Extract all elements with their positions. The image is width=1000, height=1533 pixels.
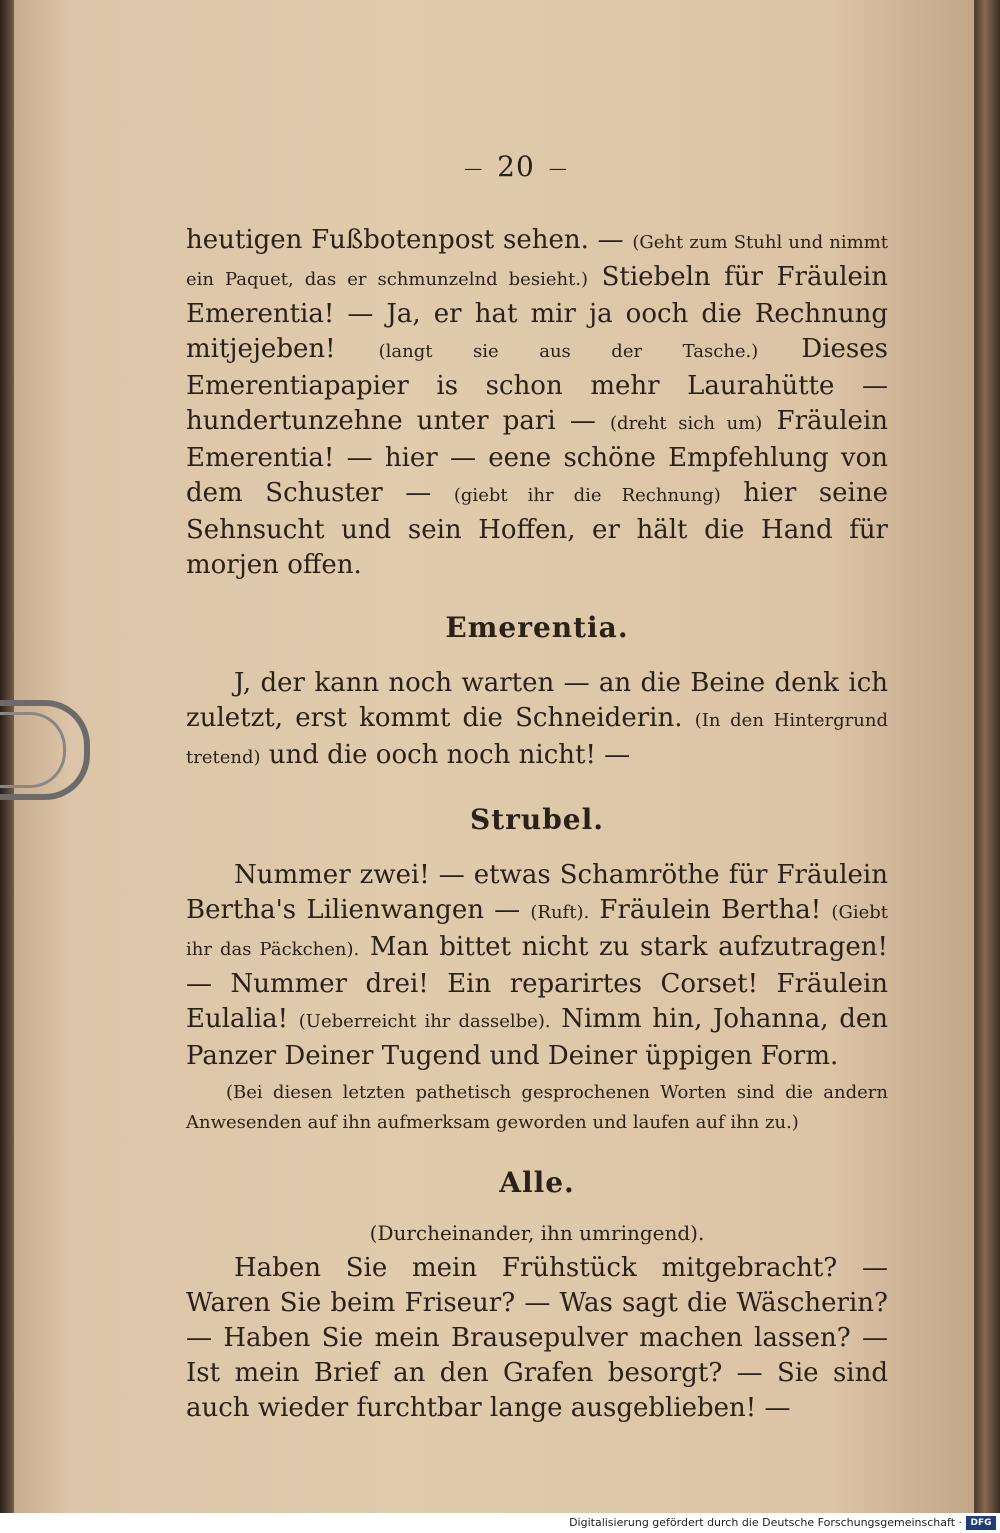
speaker-name: Alle. [499, 1166, 575, 1199]
stage-direction: (In den Hintergrund tretend) [186, 710, 888, 768]
stage-direction: (Giebt ihr das Päckchen). [186, 902, 888, 960]
stage-direction: (langt sie aus der Tasche.) [378, 341, 759, 362]
page-clip-inner [0, 712, 66, 788]
stage-direction: (Durcheinander, ihn umringend). [369, 1221, 705, 1245]
stage-direction: (dreht sich um) [610, 413, 763, 434]
stage-direction: (Geht zum Stuhl und nimmt ein Paquet, das er schmunzelnd besieht.) [186, 232, 888, 290]
stage-direction: (Ueberreicht ihr dasselbe). [298, 1011, 551, 1032]
paragraph-2 [186, 666, 888, 775]
text-span: heutigen Fußbotenpost sehen. — [186, 225, 633, 255]
text-span: hier seine Sehnsucht und sein Hoffen, er hält die Hand für morjen offen. [186, 478, 888, 580]
page-number: 20 [497, 150, 535, 183]
text-span: Stiebeln für Fräulein Emerentia! — Ja, er hat mir ja ooch die Rechnung mitjejeben! [186, 262, 888, 364]
text-span: Dieses Emerentiapapier is schon mehr Laurahütte — hundertunzehne unter pari — [186, 334, 888, 436]
page-content [186, 150, 888, 1426]
page-number-dash-right: — [548, 158, 568, 179]
funding-note: Digitalisierung gefördert durch die Deutsche Forschungsgemeinschaft · [569, 1516, 962, 1529]
text-span: J, der kann noch warten — an die Beine denk ich zuletzt, erst kommt die Schneiderin. [186, 668, 888, 733]
text-span: Nimm hin, Johanna, den Panzer Deiner Tugend und Deiner üppigen Form. [186, 1004, 889, 1071]
text-span: Fräulein Emerentia! — hier — eene schöne Empfehlung von dem Schuster — [186, 406, 889, 508]
text-span: Man bittet nicht zu stark aufzutragen! — Nummer drei! Ein reparirtes Corset! Fräulein Eulalia! [186, 932, 888, 1034]
paragraph-4: Haben Sie mein Frühstück mitgebracht? — Waren Sie beim Friseur? — Was sagt die Wäscherin? — Haben Sie mein Brausepulver machen lassen? — Ist mein Brief an den Grafen besorgt? — Sie sind auch wieder furchtbar lange ausgeblieben! — [186, 1253, 888, 1423]
speaker-name: Strubel. [469, 803, 605, 836]
page-number-dash-left: — [464, 158, 484, 179]
footer-bar [0, 1513, 1000, 1533]
stage-direction: (giebt ihr die Rechnung) [453, 485, 721, 506]
stage-direction-block: (Bei diesen letzten pathetisch gesprochenen Worten sind die andern Anwesenden auf ihn aufmerksam geworden und laufen auf ihn zu.) [186, 1082, 888, 1133]
stage-direction: (Ruft). [530, 902, 590, 923]
text-span: Fräulein Bertha! [589, 895, 832, 925]
text-span: Nummer zwei! — etwas Schamröthe für Fräulein Bertha's Lilienwangen — [186, 860, 888, 925]
page-number-line [144, 150, 888, 183]
text-span: und die ooch noch nicht! — [260, 740, 631, 770]
paragraph-1 [186, 223, 888, 583]
dfg-logo: DFG [966, 1516, 996, 1530]
paragraph-3 [186, 858, 888, 1074]
right-page-edge [975, 0, 1000, 1513]
speaker-name: Emerentia. [445, 611, 629, 644]
